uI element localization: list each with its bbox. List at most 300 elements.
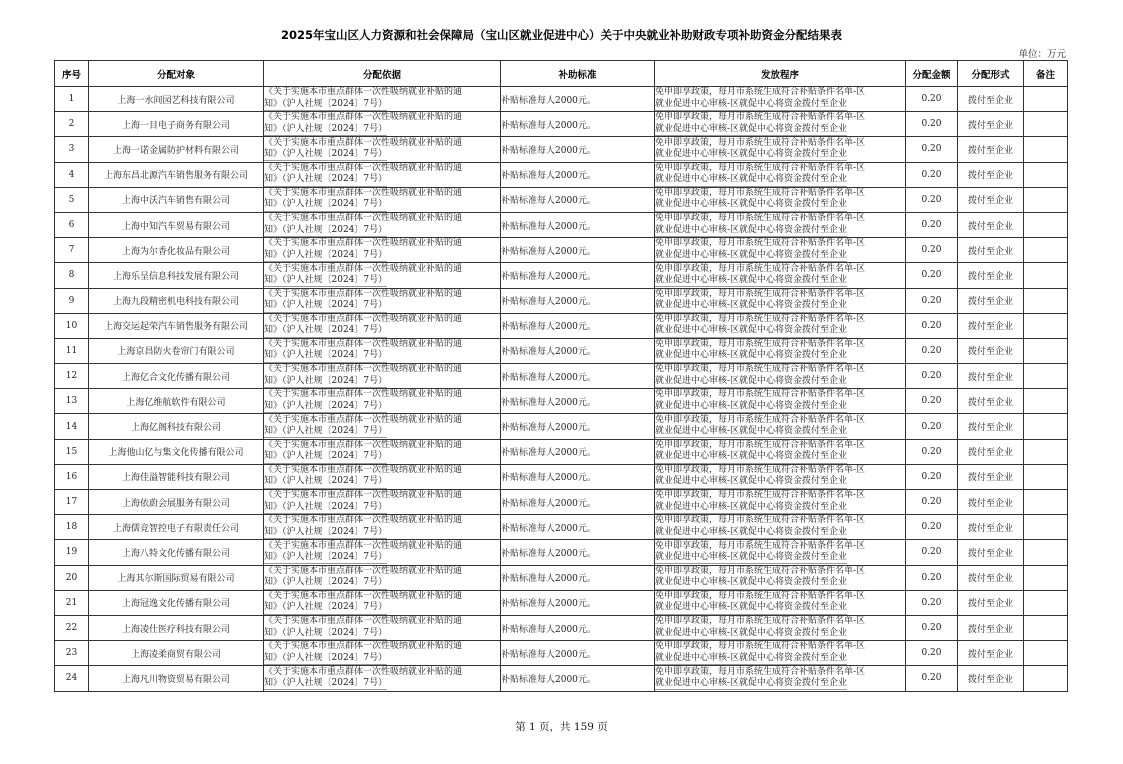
cell-amount: 0.20 bbox=[906, 490, 958, 515]
cell-standard: 补贴标准每人2000元。 bbox=[501, 641, 655, 666]
cell-remark bbox=[1024, 313, 1068, 338]
cell-procedure-line1: 免申即享政策，每月市系统生成符合补贴条件名单-区 bbox=[655, 490, 866, 501]
cell-procedure-line1: 免申即享政策，每月市系统生成符合补贴条件名单-区 bbox=[655, 263, 866, 274]
cell-no: 8 bbox=[55, 263, 89, 288]
cell-procedure-line2: 就业促进中心审核-区就促中心将资金拨付至企业 bbox=[655, 300, 847, 312]
table-row bbox=[55, 364, 1068, 389]
cell-remark bbox=[1024, 364, 1068, 389]
cell-standard: 补贴标准每人2000元。 bbox=[501, 212, 655, 237]
cell-basis-line2: 知》（沪人社规〔2024〕7号） bbox=[264, 678, 387, 690]
page-footer: 第 1 页，共 159 页 bbox=[515, 721, 608, 733]
cell-standard: 补贴标准每人2000元。 bbox=[501, 162, 655, 187]
cell-amount: 0.20 bbox=[906, 515, 958, 540]
cell-basis-line2: 知》（沪人社规〔2024〕7号） bbox=[264, 149, 387, 161]
cell-procedure bbox=[655, 590, 906, 615]
cell-basis bbox=[264, 288, 501, 313]
cell-procedure-line1: 免申即享政策，每月市系统生成符合补贴条件名单-区 bbox=[655, 439, 866, 450]
cell-procedure bbox=[655, 464, 906, 489]
cell-remark bbox=[1024, 137, 1068, 162]
table-row bbox=[55, 464, 1068, 489]
cell-basis bbox=[264, 364, 501, 389]
cell-procedure-line2: 就业促进中心审核-区就促中心将资金拨付至企业 bbox=[655, 476, 847, 488]
cell-amount: 0.20 bbox=[906, 414, 958, 439]
cell-basis bbox=[264, 187, 501, 212]
cell-procedure-line2: 就业促进中心审核-区就促中心将资金拨付至企业 bbox=[655, 653, 847, 665]
cell-procedure-line1: 免申即享政策，每月市系统生成符合补贴条件名单-区 bbox=[655, 187, 866, 198]
cell-recipient: 上海亿合文化传播有限公司 bbox=[89, 364, 264, 389]
cell-recipient: 上海一水间园艺科技有限公司 bbox=[89, 87, 264, 112]
cell-procedure bbox=[655, 515, 906, 540]
cell-standard: 补贴标准每人2000元。 bbox=[501, 565, 655, 590]
cell-standard: 补贴标准每人2000元。 bbox=[501, 338, 655, 363]
cell-recipient: 上海依蔚会展服务有限公司 bbox=[89, 490, 264, 515]
cell-procedure bbox=[655, 263, 906, 288]
cell-basis bbox=[264, 389, 501, 414]
cell-basis bbox=[264, 212, 501, 237]
cell-amount: 0.20 bbox=[906, 439, 958, 464]
table-row bbox=[55, 137, 1068, 162]
cell-amount: 0.20 bbox=[906, 288, 958, 313]
cell-basis-line2: 知》（沪人社规〔2024〕7号） bbox=[264, 250, 387, 262]
table-row bbox=[55, 590, 1068, 615]
cell-form: 拨付至企业 bbox=[958, 338, 1024, 363]
cell-form: 拨付至企业 bbox=[958, 565, 1024, 590]
cell-amount: 0.20 bbox=[906, 87, 958, 112]
cell-standard: 补贴标准每人2000元。 bbox=[501, 288, 655, 313]
cell-recipient: 上海他山亿与集文化传播有限公司 bbox=[89, 439, 264, 464]
cell-recipient: 上海一诺金属防护材料有限公司 bbox=[89, 137, 264, 162]
table-row bbox=[55, 112, 1068, 137]
cell-basis-line2: 知》（沪人社规〔2024〕7号） bbox=[264, 476, 387, 488]
cell-basis bbox=[264, 313, 501, 338]
cell-standard: 补贴标准每人2000元。 bbox=[501, 112, 655, 137]
cell-basis bbox=[264, 464, 501, 489]
cell-form: 拨付至企业 bbox=[958, 515, 1024, 540]
cell-amount: 0.20 bbox=[906, 565, 958, 590]
cell-standard: 补贴标准每人2000元。 bbox=[501, 263, 655, 288]
cell-form: 拨付至企业 bbox=[958, 540, 1024, 565]
cell-standard: 补贴标准每人2000元。 bbox=[501, 364, 655, 389]
cell-amount: 0.20 bbox=[906, 615, 958, 640]
cell-recipient: 上海亿阁科技有限公司 bbox=[89, 414, 264, 439]
cell-basis-line1: 《关于实施本市重点群体一次性吸纳就业补贴的通 bbox=[264, 238, 463, 249]
table-row bbox=[55, 439, 1068, 464]
cell-procedure-line2: 就业促进中心审核-区就促中心将资金拨付至企业 bbox=[655, 577, 847, 589]
cell-recipient: 上海佳溢智能科技有限公司 bbox=[89, 464, 264, 489]
cell-procedure bbox=[655, 313, 906, 338]
cell-procedure-line2: 就业促进中心审核-区就促中心将资金拨付至企业 bbox=[655, 199, 847, 211]
cell-remark bbox=[1024, 389, 1068, 414]
cell-remark bbox=[1024, 162, 1068, 187]
cell-basis-line1: 《关于实施本市重点群体一次性吸纳就业补贴的通 bbox=[264, 87, 463, 98]
cell-form: 拨付至企业 bbox=[958, 212, 1024, 237]
cell-procedure bbox=[655, 490, 906, 515]
cell-procedure-line2: 就业促进中心审核-区就促中心将资金拨付至企业 bbox=[655, 401, 847, 413]
cell-basis-line2: 知》（沪人社规〔2024〕7号） bbox=[264, 577, 387, 589]
cell-basis-line1: 《关于实施本市重点群体一次性吸纳就业补贴的通 bbox=[264, 364, 463, 375]
cell-remark bbox=[1024, 87, 1068, 112]
cell-no: 21 bbox=[55, 590, 89, 615]
cell-basis-line2: 知》（沪人社规〔2024〕7号） bbox=[264, 199, 387, 211]
cell-form: 拨付至企业 bbox=[958, 439, 1024, 464]
cell-standard: 补贴标准每人2000元。 bbox=[501, 515, 655, 540]
cell-standard: 补贴标准每人2000元。 bbox=[501, 590, 655, 615]
cell-procedure-line2: 就业促进中心审核-区就促中心将资金拨付至企业 bbox=[655, 552, 847, 564]
header-basis: 分配依据 bbox=[264, 61, 501, 87]
cell-basis bbox=[264, 439, 501, 464]
cell-basis bbox=[264, 615, 501, 640]
cell-remark bbox=[1024, 263, 1068, 288]
cell-procedure-line2: 就业促进中心审核-区就促中心将资金拨付至企业 bbox=[655, 678, 847, 690]
cell-form: 拨付至企业 bbox=[958, 238, 1024, 263]
cell-remark bbox=[1024, 338, 1068, 363]
cell-form: 拨付至企业 bbox=[958, 464, 1024, 489]
cell-basis-line1: 《关于实施本市重点群体一次性吸纳就业补贴的通 bbox=[264, 439, 463, 450]
table-header-row bbox=[55, 61, 1068, 87]
cell-procedure-line1: 免申即享政策，每月市系统生成符合补贴条件名单-区 bbox=[655, 162, 866, 173]
cell-procedure-line1: 免申即享政策，每月市系统生成符合补贴条件名单-区 bbox=[655, 137, 866, 148]
cell-recipient: 上海凌仕医疗科技有限公司 bbox=[89, 615, 264, 640]
cell-recipient: 上海乐呈信息科技发展有限公司 bbox=[89, 263, 264, 288]
cell-no: 11 bbox=[55, 338, 89, 363]
header-amount: 分配金额 bbox=[906, 61, 958, 87]
cell-form: 拨付至企业 bbox=[958, 87, 1024, 112]
cell-standard: 补贴标准每人2000元。 bbox=[501, 464, 655, 489]
cell-remark bbox=[1024, 490, 1068, 515]
cell-form: 拨付至企业 bbox=[958, 389, 1024, 414]
allocation-table bbox=[54, 60, 1068, 692]
cell-form: 拨付至企业 bbox=[958, 490, 1024, 515]
cell-basis-line1: 《关于实施本市重点群体一次性吸纳就业补贴的通 bbox=[264, 490, 463, 501]
cell-remark bbox=[1024, 666, 1068, 691]
cell-amount: 0.20 bbox=[906, 313, 958, 338]
cell-amount: 0.20 bbox=[906, 338, 958, 363]
cell-recipient: 上海儒竞智控电子有限责任公司 bbox=[89, 515, 264, 540]
cell-no: 15 bbox=[55, 439, 89, 464]
cell-procedure-line2: 就业促进中心审核-区就促中心将资金拨付至企业 bbox=[655, 149, 847, 161]
cell-amount: 0.20 bbox=[906, 112, 958, 137]
cell-basis-line1: 《关于实施本市重点群体一次性吸纳就业补贴的通 bbox=[264, 515, 463, 526]
table-row bbox=[55, 666, 1068, 691]
cell-basis-line1: 《关于实施本市重点群体一次性吸纳就业补贴的通 bbox=[264, 112, 463, 123]
cell-recipient: 上海八特文化传播有限公司 bbox=[89, 540, 264, 565]
cell-procedure-line2: 就业促进中心审核-区就促中心将资金拨付至企业 bbox=[655, 602, 847, 614]
cell-procedure-line1: 免申即享政策，每月市系统生成符合补贴条件名单-区 bbox=[655, 590, 866, 601]
table-row bbox=[55, 414, 1068, 439]
cell-basis-line2: 知》（沪人社规〔2024〕7号） bbox=[264, 376, 387, 388]
cell-standard: 补贴标准每人2000元。 bbox=[501, 238, 655, 263]
cell-recipient: 上海其尔斯国际贸易有限公司 bbox=[89, 565, 264, 590]
cell-basis-line2: 知》（沪人社规〔2024〕7号） bbox=[264, 174, 387, 186]
table-body bbox=[55, 87, 1068, 692]
cell-remark bbox=[1024, 590, 1068, 615]
cell-procedure-line1: 免申即享政策，每月市系统生成符合补贴条件名单-区 bbox=[655, 565, 866, 576]
cell-basis bbox=[264, 590, 501, 615]
cell-form: 拨付至企业 bbox=[958, 590, 1024, 615]
cell-procedure bbox=[655, 288, 906, 313]
cell-basis bbox=[264, 540, 501, 565]
cell-basis bbox=[264, 565, 501, 590]
cell-remark bbox=[1024, 615, 1068, 640]
table-row bbox=[55, 212, 1068, 237]
cell-basis-line2: 知》（沪人社规〔2024〕7号） bbox=[264, 225, 387, 237]
cell-basis bbox=[264, 666, 501, 691]
cell-amount: 0.20 bbox=[906, 364, 958, 389]
cell-procedure-line2: 就业促进中心审核-区就促中心将资金拨付至企业 bbox=[655, 350, 847, 362]
cell-standard: 补贴标准每人2000元。 bbox=[501, 313, 655, 338]
cell-no: 14 bbox=[55, 414, 89, 439]
table-row bbox=[55, 263, 1068, 288]
cell-basis-line1: 《关于实施本市重点群体一次性吸纳就业补贴的通 bbox=[264, 288, 463, 299]
cell-procedure-line2: 就业促进中心审核-区就促中心将资金拨付至企业 bbox=[655, 527, 847, 539]
cell-procedure-line1: 免申即享政策，每月市系统生成符合补贴条件名单-区 bbox=[655, 389, 866, 400]
cell-remark bbox=[1024, 439, 1068, 464]
cell-basis bbox=[264, 238, 501, 263]
cell-procedure-line2: 就业促进中心审核-区就促中心将资金拨付至企业 bbox=[655, 275, 847, 287]
cell-procedure bbox=[655, 364, 906, 389]
cell-no: 7 bbox=[55, 238, 89, 263]
table-row bbox=[55, 565, 1068, 590]
cell-remark bbox=[1024, 515, 1068, 540]
table-row bbox=[55, 238, 1068, 263]
cell-no: 10 bbox=[55, 313, 89, 338]
cell-recipient: 上海九段精密机电科技有限公司 bbox=[89, 288, 264, 313]
cell-no: 23 bbox=[55, 641, 89, 666]
cell-recipient: 上海中沃汽车销售有限公司 bbox=[89, 187, 264, 212]
cell-no: 13 bbox=[55, 389, 89, 414]
cell-amount: 0.20 bbox=[906, 137, 958, 162]
cell-basis-line1: 《关于实施本市重点群体一次性吸纳就业补贴的通 bbox=[264, 590, 463, 601]
cell-basis-line2: 知》（沪人社规〔2024〕7号） bbox=[264, 653, 387, 665]
cell-basis-line2: 知》（沪人社规〔2024〕7号） bbox=[264, 426, 387, 438]
cell-basis-line1: 《关于实施本市重点群体一次性吸纳就业补贴的通 bbox=[264, 540, 463, 551]
cell-recipient: 上海冠逸文化传播有限公司 bbox=[89, 590, 264, 615]
cell-procedure-line1: 免申即享政策，每月市系统生成符合补贴条件名单-区 bbox=[655, 666, 866, 677]
cell-no: 2 bbox=[55, 112, 89, 137]
cell-procedure bbox=[655, 565, 906, 590]
cell-amount: 0.20 bbox=[906, 464, 958, 489]
cell-basis bbox=[264, 490, 501, 515]
cell-recipient: 上海东昌北源汽车销售服务有限公司 bbox=[89, 162, 264, 187]
cell-amount: 0.20 bbox=[906, 187, 958, 212]
cell-basis-line1: 《关于实施本市重点群体一次性吸纳就业补贴的通 bbox=[264, 414, 463, 425]
cell-procedure bbox=[655, 666, 906, 691]
cell-no: 9 bbox=[55, 288, 89, 313]
cell-remark bbox=[1024, 288, 1068, 313]
table-row bbox=[55, 641, 1068, 666]
cell-basis bbox=[264, 338, 501, 363]
cell-procedure bbox=[655, 615, 906, 640]
cell-basis-line1: 《关于实施本市重点群体一次性吸纳就业补贴的通 bbox=[264, 187, 463, 198]
cell-procedure-line1: 免申即享政策，每月市系统生成符合补贴条件名单-区 bbox=[655, 540, 866, 551]
cell-no: 22 bbox=[55, 615, 89, 640]
cell-form: 拨付至企业 bbox=[958, 112, 1024, 137]
cell-basis bbox=[264, 515, 501, 540]
cell-basis-line2: 知》（沪人社规〔2024〕7号） bbox=[264, 527, 387, 539]
cell-remark bbox=[1024, 238, 1068, 263]
cell-basis-line2: 知》（沪人社规〔2024〕7号） bbox=[264, 300, 387, 312]
cell-procedure-line1: 免申即享政策，每月市系统生成符合补贴条件名单-区 bbox=[655, 87, 866, 98]
cell-no: 24 bbox=[55, 666, 89, 691]
cell-no: 4 bbox=[55, 162, 89, 187]
cell-remark bbox=[1024, 464, 1068, 489]
cell-standard: 补贴标准每人2000元。 bbox=[501, 540, 655, 565]
table-row bbox=[55, 288, 1068, 313]
cell-basis-line1: 《关于实施本市重点群体一次性吸纳就业补贴的通 bbox=[264, 313, 463, 324]
cell-procedure-line2: 就业促进中心审核-区就促中心将资金拨付至企业 bbox=[655, 426, 847, 438]
cell-recipient: 上海凌柔商贸有限公司 bbox=[89, 641, 264, 666]
header-no: 序号 bbox=[55, 61, 89, 87]
cell-basis-line2: 知》（沪人社规〔2024〕7号） bbox=[264, 602, 387, 614]
cell-basis-line1: 《关于实施本市重点群体一次性吸纳就业补贴的通 bbox=[264, 565, 463, 576]
cell-basis-line1: 《关于实施本市重点群体一次性吸纳就业补贴的通 bbox=[264, 137, 463, 148]
cell-basis-line2: 知》（沪人社规〔2024〕7号） bbox=[264, 401, 387, 413]
cell-procedure-line2: 就业促进中心审核-区就促中心将资金拨付至企业 bbox=[655, 225, 847, 237]
cell-amount: 0.20 bbox=[906, 263, 958, 288]
cell-procedure-line2: 就业促进中心审核-区就促中心将资金拨付至企业 bbox=[655, 502, 847, 514]
cell-basis-line1: 《关于实施本市重点群体一次性吸纳就业补贴的通 bbox=[264, 263, 463, 274]
cell-basis-line2: 知》（沪人社规〔2024〕7号） bbox=[264, 502, 387, 514]
cell-no: 1 bbox=[55, 87, 89, 112]
cell-procedure bbox=[655, 212, 906, 237]
header-form: 分配形式 bbox=[958, 61, 1024, 87]
cell-remark bbox=[1024, 641, 1068, 666]
cell-remark bbox=[1024, 112, 1068, 137]
cell-procedure-line1: 免申即享政策，每月市系统生成符合补贴条件名单-区 bbox=[655, 616, 866, 627]
table-row bbox=[55, 515, 1068, 540]
cell-no: 5 bbox=[55, 187, 89, 212]
table-row bbox=[55, 87, 1068, 112]
cell-basis-line2: 知》（沪人社规〔2024〕7号） bbox=[264, 325, 387, 337]
cell-procedure bbox=[655, 137, 906, 162]
table-row bbox=[55, 615, 1068, 640]
cell-procedure-line1: 免申即享政策，每月市系统生成符合补贴条件名单-区 bbox=[655, 641, 866, 652]
cell-no: 20 bbox=[55, 565, 89, 590]
table-row bbox=[55, 162, 1068, 187]
cell-procedure-line2: 就业促进中心审核-区就促中心将资金拨付至企业 bbox=[655, 250, 847, 262]
cell-recipient: 上海一目电子商务有限公司 bbox=[89, 112, 264, 137]
cell-form: 拨付至企业 bbox=[958, 288, 1024, 313]
cell-procedure-line2: 就业促进中心审核-区就促中心将资金拨付至企业 bbox=[655, 99, 847, 111]
document-title: 2025年宝山区人力资源和社会保障局（宝山区就业促进中心）关于中央就业补助财政专项补助资金分配结果表 bbox=[280, 28, 842, 42]
cell-form: 拨付至企业 bbox=[958, 187, 1024, 212]
cell-procedure bbox=[655, 641, 906, 666]
cell-form: 拨付至企业 bbox=[958, 263, 1024, 288]
cell-procedure-line1: 免申即享政策，每月市系统生成符合补贴条件名单-区 bbox=[655, 465, 866, 475]
cell-procedure bbox=[655, 414, 906, 439]
cell-standard: 补贴标准每人2000元。 bbox=[501, 414, 655, 439]
cell-procedure bbox=[655, 87, 906, 112]
cell-amount: 0.20 bbox=[906, 540, 958, 565]
cell-recipient: 上海凡川物资贸易有限公司 bbox=[89, 666, 264, 691]
cell-recipient: 上海为尔香化妆品有限公司 bbox=[89, 238, 264, 263]
cell-standard: 补贴标准每人2000元。 bbox=[501, 187, 655, 212]
cell-no: 18 bbox=[55, 515, 89, 540]
cell-form: 拨付至企业 bbox=[958, 641, 1024, 666]
cell-form: 拨付至企业 bbox=[958, 666, 1024, 691]
cell-basis-line1: 《关于实施本市重点群体一次性吸纳就业补贴的通 bbox=[264, 389, 463, 400]
cell-procedure-line1: 免申即享政策，每月市系统生成符合补贴条件名单-区 bbox=[655, 112, 866, 123]
cell-form: 拨付至企业 bbox=[958, 313, 1024, 338]
cell-basis-line1: 《关于实施本市重点群体一次性吸纳就业补贴的通 bbox=[264, 213, 463, 224]
cell-amount: 0.20 bbox=[906, 389, 958, 414]
cell-procedure-line2: 就业促进中心审核-区就促中心将资金拨付至企业 bbox=[655, 628, 847, 640]
cell-amount: 0.20 bbox=[906, 212, 958, 237]
cell-remark bbox=[1024, 212, 1068, 237]
cell-basis-line2: 知》（沪人社规〔2024〕7号） bbox=[264, 350, 387, 362]
cell-amount: 0.20 bbox=[906, 666, 958, 691]
cell-procedure-line1: 免申即享政策，每月市系统生成符合补贴条件名单-区 bbox=[655, 288, 866, 299]
table-row bbox=[55, 389, 1068, 414]
cell-procedure-line1: 免申即享政策，每月市系统生成符合补贴条件名单-区 bbox=[655, 339, 866, 350]
cell-standard: 补贴标准每人2000元。 bbox=[501, 615, 655, 640]
cell-basis-line2: 知》（沪人社规〔2024〕7号） bbox=[264, 275, 387, 287]
cell-procedure-line1: 免申即享政策，每月市系统生成符合补贴条件名单-区 bbox=[655, 414, 866, 425]
cell-amount: 0.20 bbox=[906, 641, 958, 666]
cell-basis-line1: 《关于实施本市重点群体一次性吸纳就业补贴的通 bbox=[264, 162, 463, 173]
cell-standard: 补贴标准每人2000元。 bbox=[501, 389, 655, 414]
cell-amount: 0.20 bbox=[906, 162, 958, 187]
cell-basis-line2: 知》（沪人社规〔2024〕7号） bbox=[264, 99, 387, 111]
header-remark: 备注 bbox=[1024, 61, 1068, 87]
cell-procedure-line1: 免申即享政策，每月市系统生成符合补贴条件名单-区 bbox=[655, 364, 866, 375]
cell-procedure-line2: 就业促进中心审核-区就促中心将资金拨付至企业 bbox=[655, 174, 847, 186]
cell-no: 6 bbox=[55, 212, 89, 237]
cell-basis-line2: 知》（沪人社规〔2024〕7号） bbox=[264, 451, 387, 463]
cell-basis-line1: 《关于实施本市重点群体一次性吸纳就业补贴的通 bbox=[264, 616, 463, 627]
cell-remark bbox=[1024, 414, 1068, 439]
cell-form: 拨付至企业 bbox=[958, 364, 1024, 389]
cell-form: 拨付至企业 bbox=[958, 414, 1024, 439]
cell-procedure-line2: 就业促进中心审核-区就促中心将资金拨付至企业 bbox=[655, 124, 847, 136]
cell-form: 拨付至企业 bbox=[958, 137, 1024, 162]
cell-basis bbox=[264, 414, 501, 439]
cell-no: 12 bbox=[55, 364, 89, 389]
cell-recipient: 上海中知汽车贸易有限公司 bbox=[89, 212, 264, 237]
cell-standard: 补贴标准每人2000元。 bbox=[501, 137, 655, 162]
cell-amount: 0.20 bbox=[906, 238, 958, 263]
cell-recipient: 上海亿维航软件有限公司 bbox=[89, 389, 264, 414]
cell-form: 拨付至企业 bbox=[958, 615, 1024, 640]
cell-recipient: 上海京昌防火卷帘门有限公司 bbox=[89, 338, 264, 363]
cell-basis-line1: 《关于实施本市重点群体一次性吸纳就业补贴的通 bbox=[264, 641, 463, 652]
cell-procedure-line2: 就业促进中心审核-区就促中心将资金拨付至企业 bbox=[655, 325, 847, 337]
cell-basis-line1: 《关于实施本市重点群体一次性吸纳就业补贴的通 bbox=[264, 339, 463, 350]
cell-standard: 补贴标准每人2000元。 bbox=[501, 666, 655, 691]
cell-basis bbox=[264, 263, 501, 288]
cell-procedure bbox=[655, 162, 906, 187]
cell-procedure bbox=[655, 389, 906, 414]
cell-basis-line1: 《关于实施本市重点群体一次性吸纳就业补贴的通 bbox=[264, 465, 463, 475]
cell-amount: 0.20 bbox=[906, 590, 958, 615]
cell-basis bbox=[264, 641, 501, 666]
cell-basis bbox=[264, 112, 501, 137]
cell-procedure bbox=[655, 112, 906, 137]
table-row bbox=[55, 313, 1068, 338]
cell-no: 16 bbox=[55, 464, 89, 489]
cell-procedure-line1: 免申即享政策，每月市系统生成符合补贴条件名单-区 bbox=[655, 238, 866, 249]
table-row bbox=[55, 540, 1068, 565]
cell-basis bbox=[264, 162, 501, 187]
cell-no: 3 bbox=[55, 137, 89, 162]
header-recipient: 分配对象 bbox=[89, 61, 264, 87]
cell-form: 拨付至企业 bbox=[958, 162, 1024, 187]
cell-standard: 补贴标准每人2000元。 bbox=[501, 439, 655, 464]
cell-recipient: 上海交运起荣汽车销售服务有限公司 bbox=[89, 313, 264, 338]
cell-remark bbox=[1024, 565, 1068, 590]
cell-standard: 补贴标准每人2000元。 bbox=[501, 87, 655, 112]
cell-basis-line2: 知》（沪人社规〔2024〕7号） bbox=[264, 552, 387, 564]
